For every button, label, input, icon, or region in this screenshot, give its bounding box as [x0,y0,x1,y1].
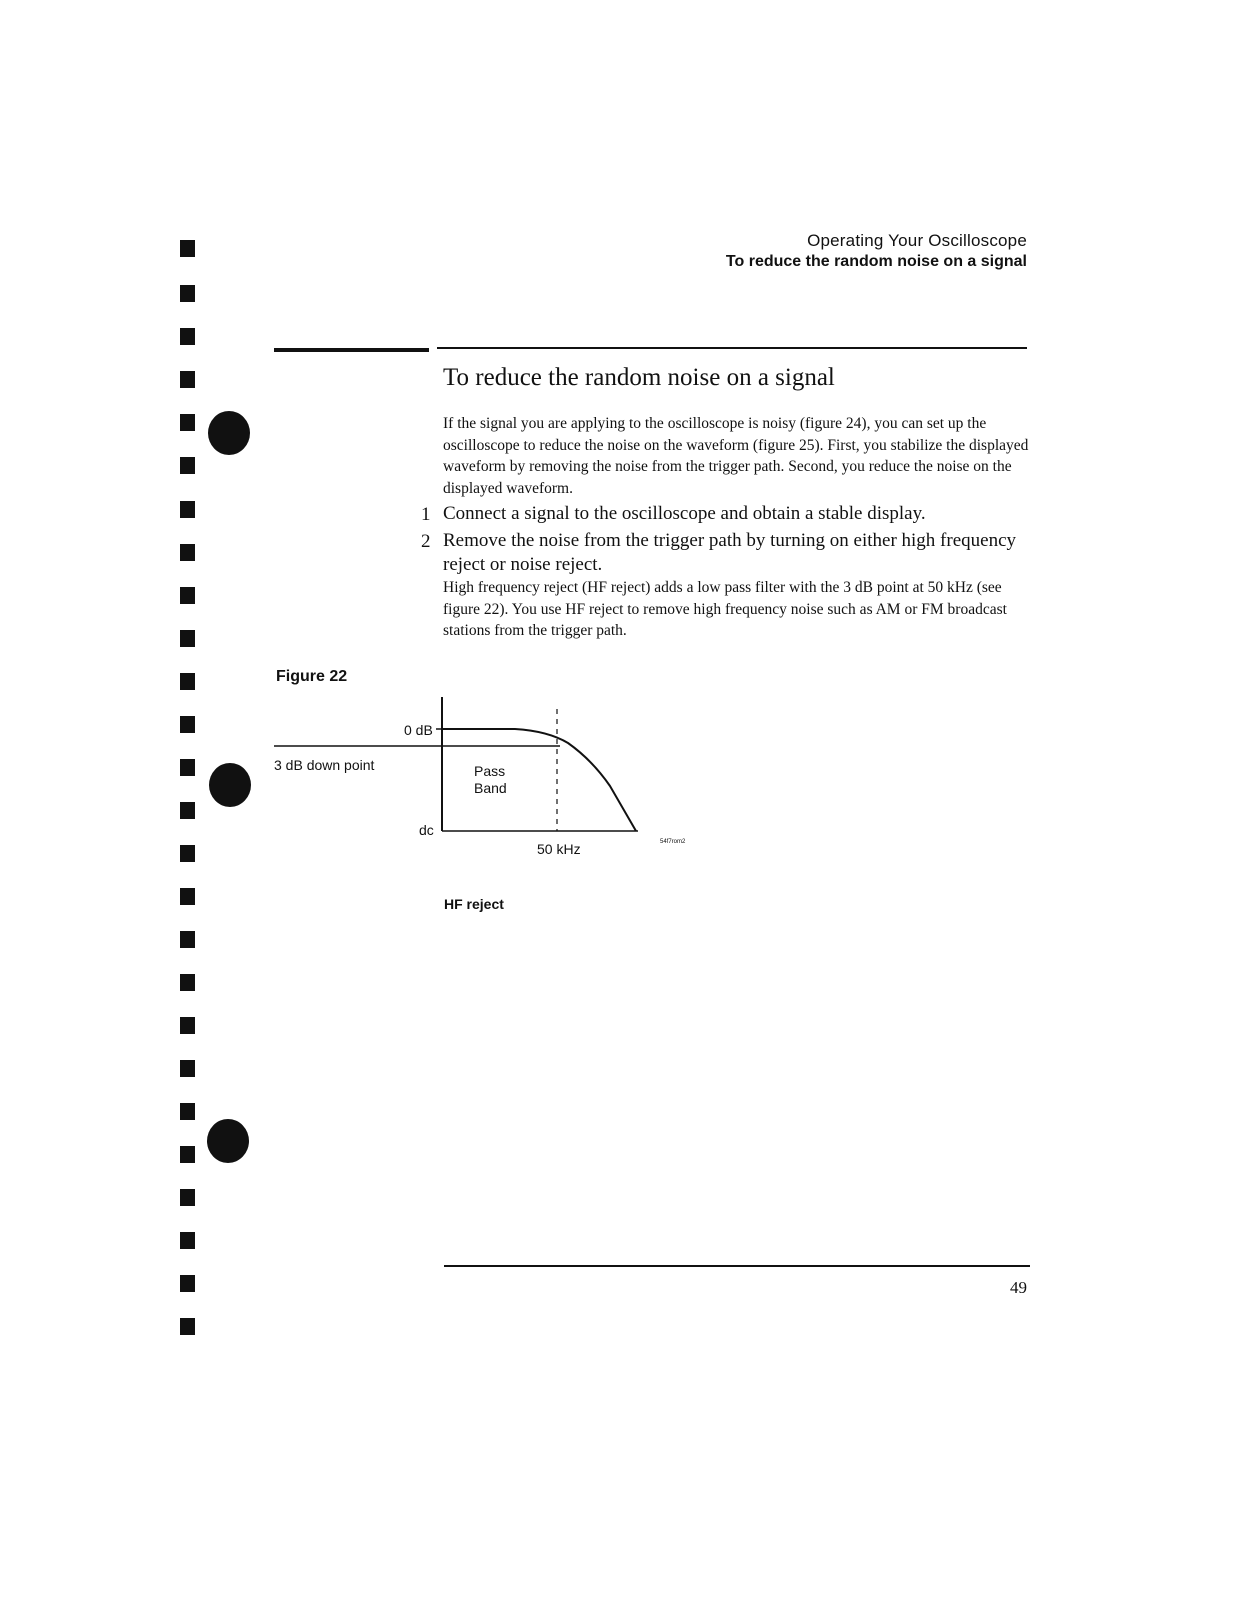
dc-label: dc [419,822,434,838]
three-db-label: 3 dB down point [274,757,375,773]
page-title: To reduce the random noise on a signal [443,364,835,391]
footer-rule [444,1265,1030,1267]
header-section: Operating Your Oscilloscope [807,231,1027,250]
intro-paragraph: If the signal you are applying to the oscilloscope is noisy (figure 24), you can set up the oscilloscope to reduce the noise on the waveform (figure 25). First, you stabilize the displayed waveform by removing the noise from the trigger path. Second, you reduce the noise on the displayed waveform. [443,415,1029,497]
figure-label: Figure 22 [276,668,348,685]
step-text: Remove the noise from the trigger path by turning on either high frequency reject or noise reject. [443,530,1017,575]
step-number: 2 [421,531,431,552]
band-label: Band [474,780,507,796]
zero-db-label: 0 dB [404,722,433,738]
step-detail-paragraph: High frequency reject (HF reject) adds a low pass filter with the 3 dB point at 50 kHz (see figure 22). You use HF reject to remove high frequency noise such as AM or FM broadcast stations from the trigger path. [443,579,1007,639]
response-curve [442,729,636,831]
step-text: Connect a signal to the oscilloscope and obtain a stable display. [443,503,926,524]
step-number: 1 [421,504,431,525]
pass-label: Pass [474,763,506,779]
frequency-label: 50 kHz [537,841,581,857]
page-number: 49 [1010,1278,1027,1297]
figure-caption: HF reject [444,896,504,912]
art-id: 54f7rom2 [660,839,686,845]
header-topic: To reduce the random noise on a signal [725,253,1027,270]
